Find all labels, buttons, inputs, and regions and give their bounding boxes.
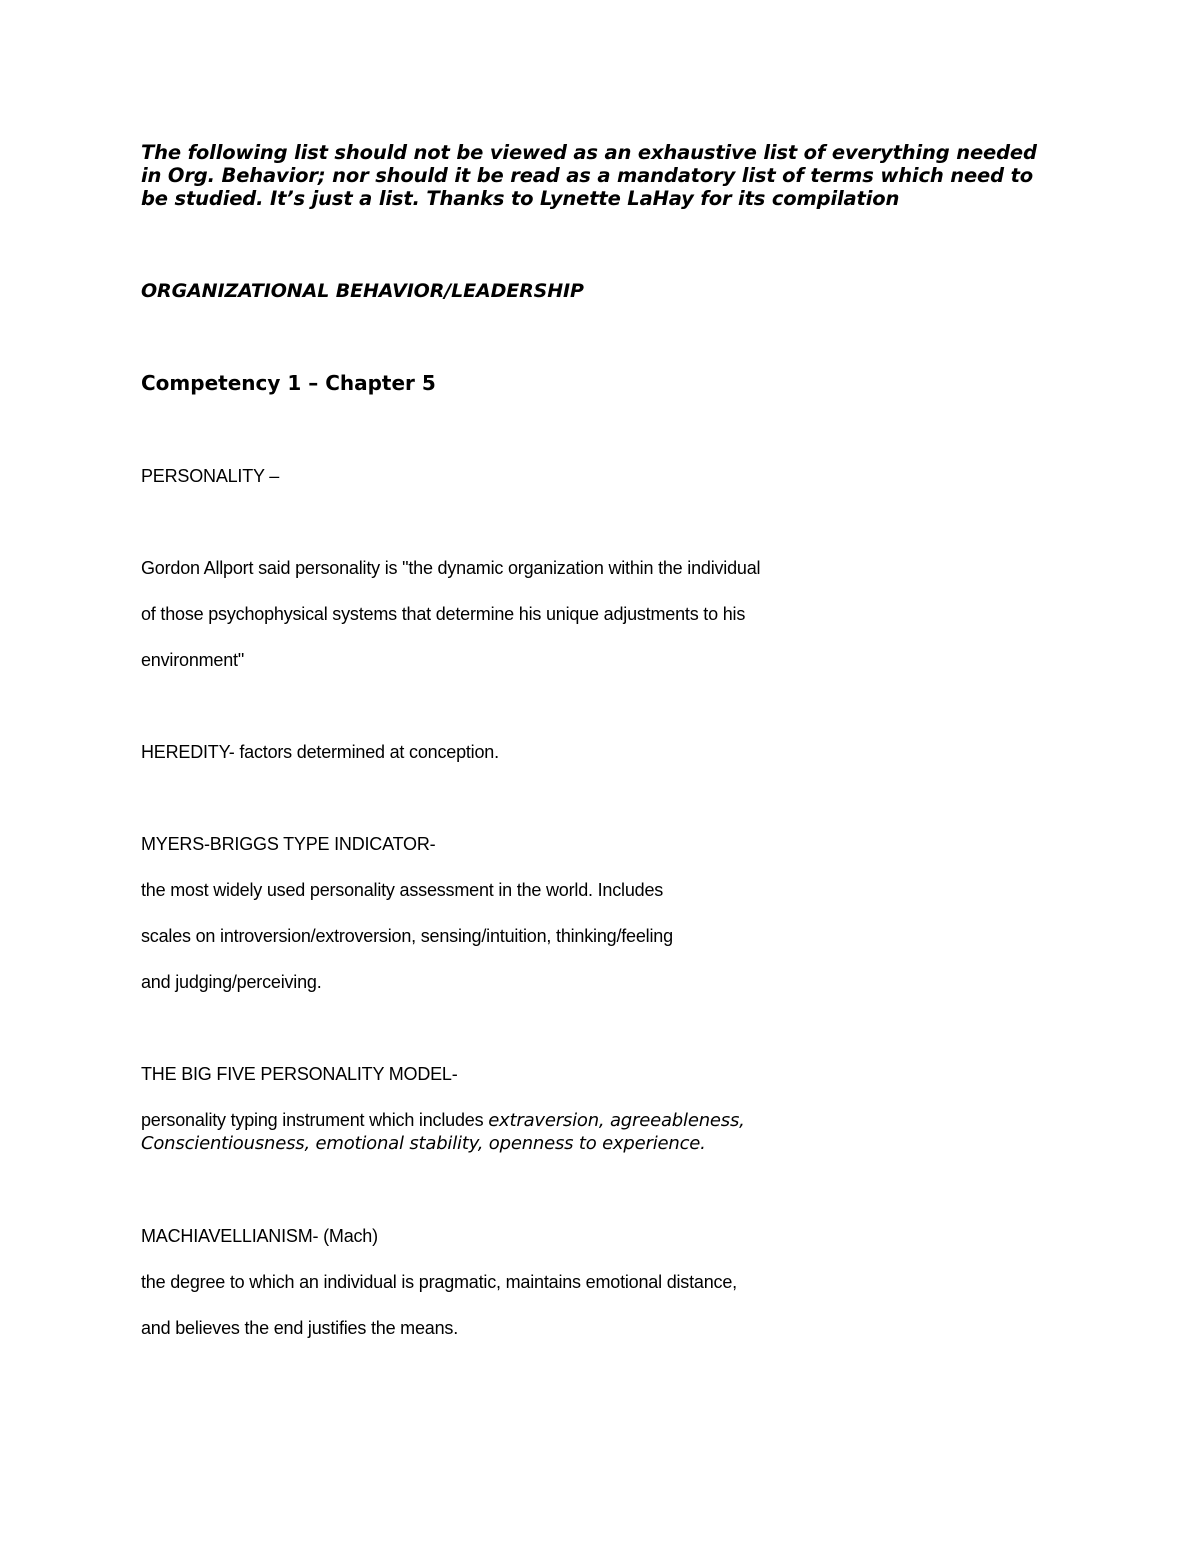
big-five-traits-1: extraversion, agreeableness, xyxy=(488,1110,745,1131)
personality-def-line-3: environment" xyxy=(141,650,245,670)
mach-def-line-1: the degree to which an individual is pragmatic, maintains emotional distance, xyxy=(141,1272,737,1292)
mbti-term: MYERS-BRIGGS TYPE INDICATOR- xyxy=(141,834,436,854)
personality-def-line-2: of those psychophysical systems that determine his unique adjustments to his xyxy=(141,604,746,624)
intro-line-3: be studied. It’s just a list. Thanks to Lynette LaHay for its compilation xyxy=(141,187,900,210)
mach-term: MACHIAVELLIANISM- (Mach) xyxy=(141,1226,378,1246)
section-title: ORGANIZATIONAL BEHAVIOR/LEADERSHIP xyxy=(141,280,584,302)
mbti-def-line-3: and judging/perceiving. xyxy=(141,972,322,992)
big-five-traits-2: Conscientiousness, emotional stability, openness to experience xyxy=(141,1133,701,1154)
intro-line-2: in Org. Behavior; nor should it be read as a mandatory list of terms which need to xyxy=(141,164,1033,187)
big-five-def-end: . xyxy=(700,1133,706,1154)
personality-def-line-1: Gordon Allport said personality is "the dynamic organization within the individual xyxy=(141,558,761,578)
heredity-entry: HEREDITY- factors determined at conception. xyxy=(141,742,499,762)
big-five-def-prefix: personality typing instrument which includes xyxy=(141,1110,489,1130)
big-five-term: THE BIG FIVE PERSONALITY MODEL- xyxy=(141,1064,458,1084)
mbti-def-line-1: the most widely used personality assessment in the world. Includes xyxy=(141,880,664,900)
big-five-def-line-2 xyxy=(141,1133,706,1154)
mach-def-line-2: and believes the end justifies the means. xyxy=(141,1318,459,1338)
mbti-def-line-2: scales on introversion/extroversion, sensing/intuition, thinking/feeling xyxy=(141,926,673,946)
personality-term: PERSONALITY – xyxy=(141,466,280,486)
big-five-def-line-1 xyxy=(141,1110,745,1131)
intro-line-1: The following list should not be viewed as an exhaustive list of everything needed xyxy=(141,141,1037,164)
chapter-title: Competency 1 – Chapter 5 xyxy=(141,371,436,395)
